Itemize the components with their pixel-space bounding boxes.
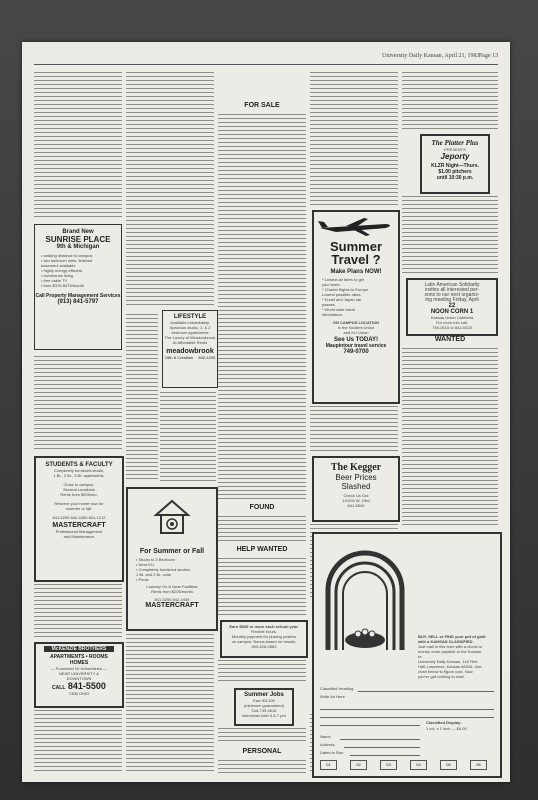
students-faculty-ad	[34, 456, 124, 582]
buy-sell-copy	[418, 634, 496, 679]
classified-text-col4-mid	[310, 404, 398, 452]
travel-phone: 749-0700	[343, 349, 369, 355]
wanted-heading: WANTED	[402, 336, 498, 343]
lifestyle-title: LIFESTYLE	[173, 314, 207, 320]
classified-text-col3-help	[218, 556, 306, 616]
lifestyle-ad	[162, 310, 218, 388]
mastercraft2-line: • Studio to 3 Bedroom	[136, 557, 175, 562]
sunrise-feature: • from $375-$475/month	[41, 283, 84, 288]
rates-title: Classified Display:	[426, 720, 462, 725]
classified-text-col3-top	[218, 112, 306, 500]
rate-grid-cell: 04	[410, 760, 427, 770]
help-wanted-heading: HELP WANTED	[218, 546, 306, 553]
mastercraft2-line: • Near KU	[136, 562, 154, 567]
header-rule	[34, 64, 498, 65]
poster-ad-line: Earn $500 or more each school year.	[229, 624, 299, 629]
classified-text-col2-bottom	[126, 632, 214, 774]
mckenzie-line: APARTMENTS • ROOMS	[50, 654, 108, 660]
kegger-line: Slashed	[341, 482, 371, 491]
mastercraft2-line: Laundry On & Near Facilities	[146, 584, 198, 589]
name-field[interactable]	[340, 734, 420, 740]
travel-item: * Eurail and Japan rail	[322, 297, 362, 302]
sunrise-feature: • townhouse living	[41, 273, 74, 278]
house-icon	[152, 497, 192, 537]
rates-line: 1 col. x 1 inch — $4.00	[426, 726, 467, 731]
classified-text-col2-lower	[126, 312, 158, 482]
address-field[interactable]	[344, 742, 420, 748]
students-line: Several Locations	[63, 487, 95, 492]
dates-label: Dates to Run	[320, 750, 344, 755]
kegger-line: Check Us Out	[343, 493, 369, 498]
newspaper-page	[22, 42, 510, 782]
name-label: Name	[320, 734, 331, 739]
sunrise-footer: Call Property Management Services	[35, 293, 121, 299]
sunrise-feature: • walking distance to campus	[41, 253, 93, 258]
kansan-classified-order-form	[312, 532, 502, 778]
mckenzie-line: DOWNTOWN	[66, 676, 92, 681]
address-label: Address	[320, 742, 335, 747]
classified-text-col5-wanted	[402, 346, 498, 526]
platter-band: Jeporty	[440, 152, 470, 161]
sunrise-name: SUNRISE PLACE	[45, 235, 111, 244]
mckenzie-brothers-ad	[34, 642, 124, 708]
for-sale-heading: FOR SALE	[218, 102, 306, 109]
classified-text-col2-top	[126, 70, 214, 308]
solidarity-line: 749-2615 or 842-6425	[432, 325, 472, 330]
travel-cta: See Us TODAY!	[333, 337, 379, 343]
sunrise-address: 9th & Michigan	[56, 244, 100, 250]
travel-company: Maupintour travel service	[325, 343, 387, 349]
classified-text-col5-mid	[402, 194, 498, 274]
meadowbrook-logo: meadowbrook	[166, 348, 214, 355]
buy-sell-line: University Daily Kansan, 118 Flint	[418, 659, 478, 664]
travel-item: you home.	[322, 282, 341, 287]
newspaper-name: University Daily Kansan, April 21, 1983	[382, 53, 480, 59]
buy-sell-line: you've got nothing to lose!	[418, 674, 465, 679]
kegger-phone: 841-5540	[347, 503, 365, 508]
rate-grid-cell: 02	[350, 760, 367, 770]
summer-jobs-line: (minimum guaranteed)	[243, 703, 285, 708]
travel-items	[314, 277, 398, 317]
students-tagline: Professional Management	[55, 529, 103, 534]
sunrise-features	[35, 253, 121, 288]
classified-text-col1-lower	[34, 582, 122, 638]
summer-jobs-title: Summer Jobs	[244, 692, 284, 698]
mckenzie-line: — Furnished Or Unfurnished —	[50, 666, 108, 671]
buy-sell-line: chart below to figure cost. Now	[418, 669, 473, 674]
platter-presents: PRESENTS	[444, 147, 466, 152]
travel-location: in the Student Union	[337, 325, 375, 330]
classified-text-col1-top	[34, 70, 122, 220]
personal-heading: PERSONAL	[218, 748, 306, 755]
classified-heading-label: Classified Heading	[320, 686, 354, 691]
rate-grid-cell: 01	[320, 760, 337, 770]
mckenzie-call: CALL	[52, 685, 66, 691]
poster-ad-phone: 800-526-0883	[251, 644, 277, 649]
classified-text-col1-bottom	[34, 708, 122, 774]
solidarity-line: invites all interested per-	[424, 287, 480, 293]
travel-location: ON CAMPUS LOCATION	[332, 320, 380, 325]
sunrise-feature: basement available	[41, 263, 76, 268]
classified-text-col3-help2	[218, 658, 306, 684]
mckenzie-logo: McKENZIE BROTHERS	[44, 646, 114, 652]
poster-ad-line: on campus. Bonus based on results.	[231, 639, 297, 644]
summer-jobs-line: Call 749-4616	[251, 708, 277, 713]
platter-plus-ad	[420, 134, 490, 194]
travel-title: Summer	[329, 239, 383, 254]
mastercraft2-line: 1 Br. and 2 Br. units	[136, 572, 171, 577]
solidarity-line: 22	[448, 303, 456, 309]
summer-travel-ad	[312, 210, 400, 404]
classified-text-col4-top	[310, 70, 398, 206]
travel-item: Lowest possible rates.	[322, 292, 362, 297]
solidarity-line: Latin American Solidarity	[424, 282, 480, 288]
lifestyle-line: Spacious studio, 1, & 2	[169, 325, 211, 330]
mastercraft2-line: Rents from $205/month	[151, 589, 193, 594]
mckenzie-note: 1305 OHIO	[68, 691, 90, 696]
students-line: Completely furnished studio,	[53, 468, 105, 473]
mastercraft2-line: • Completely furnished studios	[136, 567, 190, 572]
students-line: Reserve your home now for	[54, 501, 104, 506]
travel-subtitle: Make Plans NOW!	[330, 269, 382, 275]
travel-item: * World wide travel	[322, 307, 356, 312]
airplane-icon	[316, 216, 396, 238]
classified-text-col2-mid	[160, 390, 216, 482]
solidarity-line: Kansas Union Cafeteria	[430, 315, 474, 320]
mastercraft2-list	[128, 557, 216, 582]
travel-item: passes.	[322, 302, 336, 307]
mastercraft2-phones: 841-5255 842-4455	[154, 597, 190, 602]
travel-item: * Charter flights to Europe.	[322, 287, 370, 292]
students-title: STUDENTS & FACULTY	[45, 462, 113, 468]
lifestyle-phone: 842-4200	[198, 355, 216, 360]
mckenzie-phone-row	[36, 681, 122, 691]
sunrise-phone: (913) 841-5797	[57, 299, 99, 305]
mckenzie-line: HOMES	[69, 660, 89, 666]
poster-ad-line: Monthly payment for placing posters	[231, 634, 297, 639]
kegger-title: The Kegger	[330, 462, 382, 473]
summer-jobs-poster-ad	[220, 620, 308, 658]
write-ad-label: Write Ad Here	[320, 694, 345, 699]
sunrise-feature: • two bedroom units, finished	[41, 258, 93, 263]
lifestyle-line: At Affordable Rents	[172, 340, 208, 345]
buy-sell-line: BUY, SELL or FIND your pot of gold	[418, 634, 486, 639]
page-header	[34, 50, 498, 62]
mastercraft-summer-fall-ad	[126, 487, 218, 631]
page-number: Page 13	[478, 53, 498, 59]
students-phones: 841-5255 842-4455 841-1212	[52, 515, 106, 520]
buy-sell-line: Hall, Lawrence, Kansas 66045. Use	[418, 664, 482, 669]
platter-line: until 10:30 p.m.	[436, 175, 474, 181]
mastercraft2-title: For Summer or Fall	[139, 548, 205, 555]
buy-sell-line: to:	[418, 654, 423, 659]
ad-text-field[interactable]	[320, 712, 494, 718]
solidarity-line: ing meeting Friday, April	[425, 297, 479, 303]
solidarity-line: NOON CORN 1	[430, 309, 474, 315]
kegger-line: Beer Prices	[335, 473, 377, 482]
platter-line: KLZR Night—Thurs.	[431, 163, 479, 169]
mckenzie-phone: 841-5500	[67, 681, 106, 691]
summer-jobs-line: Earn $3,300	[253, 698, 275, 703]
travel-item: * Lowest air fares to get	[322, 277, 365, 282]
lifestyle-line: bedroom apartments	[171, 330, 209, 335]
students-tagline: and Maintenance	[63, 534, 95, 539]
sunrise-feature: • free cable TV	[41, 278, 68, 283]
travel-item: information.	[322, 312, 343, 317]
summer-jobs-line: interviews held 3 & 7 pm	[242, 713, 286, 718]
classified-text-col1-mid	[34, 354, 122, 452]
rate-grid-cell: 03	[380, 760, 397, 770]
poster-ad-line: Flexible hours.	[250, 629, 277, 634]
travel-location: and KU Union	[343, 330, 369, 335]
dates-field[interactable]	[350, 750, 420, 756]
buy-sell-line: Just mail in this form with a check or	[418, 644, 483, 649]
students-line: Rents from $205/mo.	[60, 492, 98, 497]
summer-jobs-ad	[234, 688, 294, 726]
buy-sell-line: with a KANSAN CLASSIFIED.	[418, 639, 474, 644]
rainbow-pot-of-gold-illustration	[318, 540, 412, 660]
lifestyle-line: The Luxury of Meadowbrook	[164, 335, 216, 340]
solidarity-line: For more info call:	[435, 320, 468, 325]
sunrise-title: Brand New	[62, 229, 94, 235]
students-line: Close to campus.	[63, 482, 95, 487]
platter-logo: The Platter Plus	[431, 139, 479, 147]
travel-title: Travel ?	[331, 252, 381, 267]
mastercraft2-company: MASTERCRAFT	[145, 602, 199, 609]
lifestyle-address: 15th & Crestline	[164, 355, 194, 360]
platter-line: $1.00 pitchers	[438, 169, 472, 175]
rate-grid-cell: 06	[470, 760, 487, 770]
ad-text-field[interactable]	[320, 720, 420, 726]
students-company: MASTERCRAFT	[52, 522, 106, 529]
lifestyle-line: Available immediately,	[170, 320, 210, 325]
classified-text-col3-personal	[218, 758, 306, 774]
classified-text-col3-help3	[218, 726, 306, 744]
kegger-address: 1910½ W. 23rd	[342, 498, 370, 503]
mastercraft2-line: • Pools	[136, 577, 149, 582]
mckenzie-line: NEAR UNIVERSITY &	[59, 671, 99, 676]
classified-text-col3-found	[218, 514, 306, 542]
classified-text-col5-top	[402, 70, 498, 130]
students-line: summer or fall.	[65, 506, 93, 511]
ad-text-field[interactable]	[320, 704, 494, 710]
found-heading: FOUND	[218, 504, 306, 511]
sunrise-place-ad	[34, 224, 122, 350]
solidarity-line: sons to our next organiz-	[424, 292, 480, 298]
classified-heading-field[interactable]	[358, 686, 494, 692]
kegger-ad	[312, 456, 400, 522]
students-line: 1 Br., 2 Br., 3 Br. apartments.	[53, 473, 105, 478]
buy-sell-line: money order payable to the Kansan	[418, 649, 482, 654]
rate-grid-cell: 05	[440, 760, 457, 770]
lifestyle-footer	[163, 355, 217, 360]
latin-american-solidarity-ad	[406, 278, 498, 336]
sunrise-feature: • highly energy efficient	[41, 268, 83, 273]
